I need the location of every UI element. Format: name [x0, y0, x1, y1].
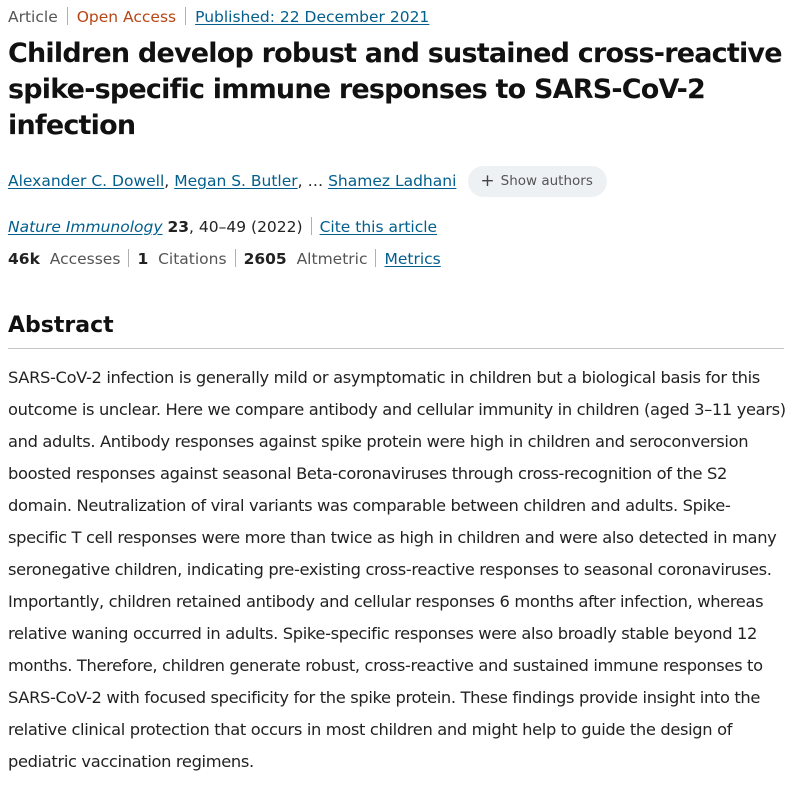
article-type: Article [8, 8, 58, 26]
author-separator: , [297, 172, 303, 190]
journal-volume: 23 [167, 218, 190, 236]
article-title: Children develop robust and sustained cross-reactive spike-specific immune responses to SARS-CoV-2 infection [8, 38, 782, 141]
author-ellipsis: … [307, 172, 324, 190]
citation-info [8, 216, 437, 238]
show-authors-button[interactable] [468, 166, 607, 197]
divider [185, 7, 186, 25]
open-access-badge: Open Access [76, 8, 177, 26]
divider [375, 249, 376, 267]
divider [128, 249, 129, 267]
plus-icon: + [480, 170, 495, 191]
metrics-link[interactable]: Metrics [384, 250, 441, 268]
journal-link[interactable]: Nature Immunology [8, 218, 163, 236]
divider [67, 7, 68, 25]
show-authors-label: Show authors [500, 173, 593, 189]
citations-label: Citations [158, 250, 227, 268]
cite-this-article-link[interactable]: Cite this article [319, 218, 438, 236]
article-meta [8, 6, 429, 28]
article-metrics [8, 248, 441, 270]
author-list [8, 165, 607, 197]
author-separator: , [164, 172, 170, 190]
abstract-text: SARS-CoV-2 infection is generally mild or asymptomatic in children but a biological basis for this outcome is unclear. Here we compare antibody and cellular immunity in children (aged 3–11 years) and adults. Antibody responses against spike protein were high in children and seroconversion boosted responses against seasonal Beta-coronaviruses through cross-recognition of the S2 domain. Neutralization of viral variants was comparable between children and adults. Spike-specific T cell responses were more than twice as high in children and were also detected in many seronegative children, indicating pre-existing cross-reactive responses to seasonal coronaviruses. Importantly, children retained antibody and cellular responses 6 months after infection, whereas relative waning occurred in adults. Spike-specific responses were also broadly stable beyond 12 months. Therefore, children generate robust, cross-reactive and sustained immune responses to SARS-CoV-2 with focused specificity for the spike protein. These findings provide insight into the relative clinical protection that occurs in most children and might help to guide the design of pediatric vaccination regimens. [8, 368, 786, 771]
author-link-3[interactable]: Shamez Ladhani [328, 172, 457, 190]
citations-count: 1 [137, 250, 149, 268]
altmetric-label: Altmetric [296, 250, 368, 268]
accesses-count: 46k [8, 250, 40, 268]
author-link-2[interactable]: Megan S. Butler [174, 172, 298, 190]
divider [311, 217, 312, 235]
altmetric-count: 2605 [243, 250, 287, 268]
divider [235, 249, 236, 267]
abstract-heading: Abstract [8, 313, 114, 338]
published-date-link[interactable]: Published: 22 December 2021 [195, 8, 430, 26]
accesses-label: Accesses [49, 250, 121, 268]
section-divider [8, 348, 784, 349]
author-link-1[interactable]: Alexander C. Dowell [8, 172, 165, 190]
journal-pages: , 40–49 (2022) [189, 218, 303, 236]
